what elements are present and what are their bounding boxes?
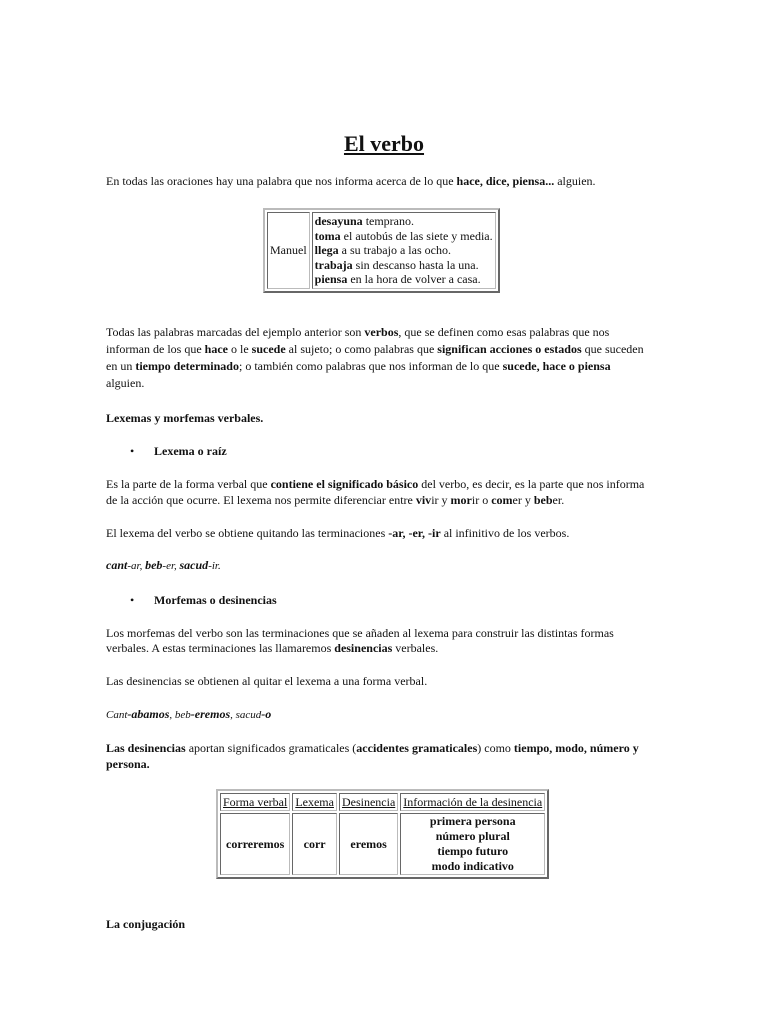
example-line: llega a su trabajo a las ocho. [314,243,451,258]
accidentes-paragraph: Las desinencias aportan significados gramaticales (accidentes gramaticales) como tiempo, modo, número y persona. [106,741,639,771]
bullet-dot-icon: • [130,444,135,458]
bullet-dot-icon: • [130,593,135,607]
lexema-obtain-paragraph: El lexema del verbo se obtiene quitando las terminaciones -ar, -er, -ir al infinitivo de los verbos. [106,526,570,540]
header-desinencia: Desinencia [339,793,398,811]
definition-paragraph: Todas las palabras marcadas del ejemplo anterior son verbos, que se definen como esas palabras que nos informan de los que hace o le sucede al sujeto; o como palabras que significan acciones o estados que suceden en un tiempo determinado; o también como palabras que nos informan de lo que sucede, hace o piensa alguien. [106,325,644,390]
section-heading-lexemas: Lexemas y morfemas verbales. [106,411,264,425]
example-line: trabaja sin descanso hasta la una. [314,257,479,272]
inflection-table [216,789,549,879]
example-table [263,208,500,293]
table-row [220,813,545,875]
header-forma-verbal: Forma verbal [220,793,290,811]
header-informacion: Información de la desinencia [400,793,545,811]
cell-info: primera persona número plural tiempo futuro modo indicativo [400,813,545,875]
header-lexema: Lexema [292,793,337,811]
example-predicates [312,212,496,289]
cell-form: correremos [220,813,290,875]
bullet-lexema: • Lexema o raíz [130,444,227,458]
bullet-morfemas: • Morfemas o desinencias [130,593,277,607]
cell-desinencia: eremos [339,813,398,875]
morfemas-paragraph: Los morfemas del verbo son las terminaciones que se añaden al lexema para construir las distintas formas verbales. A estas terminaciones las llamaremos desinencias verbales. [106,626,614,655]
page-title: El verbo [343,131,425,156]
example-line: desayuna temprano. [314,214,415,228]
inflection-table-header [220,793,545,811]
example-subject: Manuel [267,212,310,289]
desinencias-obtain-paragraph: Las desinencias se obtienen al quitar el lexema a una forma verbal. [106,674,428,688]
lexema-example: cant-ar, beb-er, sacud-ir. [106,558,221,572]
intro-paragraph: En todas las oraciones hay una palabra que nos informa acerca de lo que hace, dice, piensa... alguien. [106,174,596,188]
desinencias-example: Cant-abamos, beb-eremos, sacud-o [106,707,272,721]
cell-lexema: corr [292,813,337,875]
section-heading-conjugacion: La conjugación [106,917,186,931]
example-line: piensa en la hora de volver a casa. [314,272,481,287]
example-line: toma el autobús de las siete y media. [314,228,493,243]
lexema-paragraph: Es la parte de la forma verbal que contiene el significado básico del verbo, es decir, es la parte que nos informa de la acción que ocurre. El lexema nos permite diferenciar entre vivir y morir o comer y beber. [106,477,645,507]
